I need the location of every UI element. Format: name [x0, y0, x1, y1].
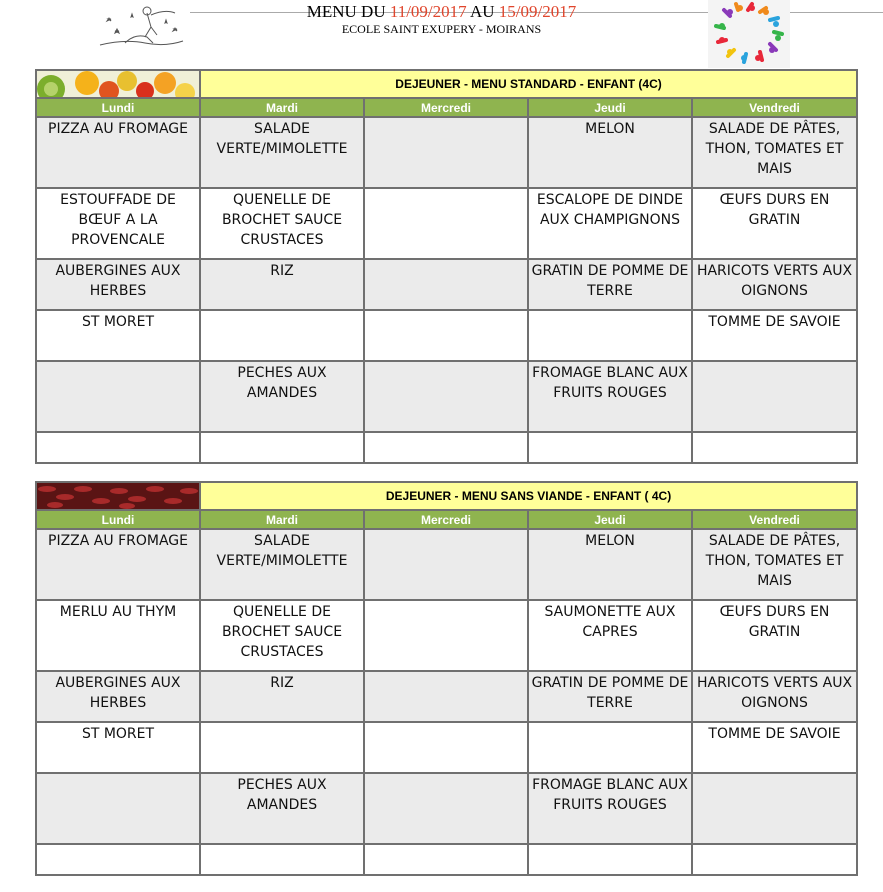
day-tuesday: Mardi	[200, 510, 364, 529]
day-wednesday: Mercredi	[364, 510, 528, 529]
menu-cell	[364, 361, 528, 432]
menu-cell: HARICOTS VERTS AUX OIGNONS	[692, 259, 857, 310]
day-monday: Lundi	[36, 98, 200, 117]
menu-row	[36, 188, 857, 259]
menu-cell: PIZZA AU FROMAGE	[36, 529, 200, 600]
menu-cell: FROMAGE BLANC AUX FRUITS ROUGES	[528, 773, 692, 844]
date-start: 11/09/2017	[389, 2, 467, 21]
menu-cell: PECHES AUX AMANDES	[200, 773, 364, 844]
menu-cell	[364, 310, 528, 361]
menu-cell: MERLU AU THYM	[36, 600, 200, 671]
menu-cell: ŒUFS DURS EN GRATIN	[692, 188, 857, 259]
menu-row	[36, 773, 857, 844]
menu-cell: TOMME DE SAVOIE	[692, 722, 857, 773]
menu-cell	[528, 722, 692, 773]
day-header-row	[36, 98, 857, 117]
menu-row	[36, 671, 857, 722]
menu-cell: MELON	[528, 117, 692, 188]
day-wednesday: Mercredi	[364, 98, 528, 117]
menu-cell: SALADE VERTE/MIMOLETTE	[200, 117, 364, 188]
menu-cell: SALADE VERTE/MIMOLETTE	[200, 529, 364, 600]
menu-cell	[364, 188, 528, 259]
menu-cell: QUENELLE DE BROCHET SAUCE CRUSTACES	[200, 600, 364, 671]
fruit-salad-image	[36, 70, 200, 98]
menu-cell: GRATIN DE POMME DE TERRE	[528, 671, 692, 722]
menu-cell	[528, 310, 692, 361]
menu-cell	[36, 361, 200, 432]
menu-cell	[364, 432, 528, 463]
day-friday: Vendredi	[692, 98, 857, 117]
page-title: MENU DU 11/09/2017 AU 15/09/2017	[306, 2, 577, 21]
menu-cell: SALADE DE PÂTES, THON, TOMATES ET MAIS	[692, 529, 857, 600]
menu-cell: ST MORET	[36, 310, 200, 361]
menu-title: DEJEUNER - MENU STANDARD - ENFANT (4C)	[200, 70, 857, 98]
menu-cell: AUBERGINES AUX HERBES	[36, 259, 200, 310]
day-thursday: Jeudi	[528, 98, 692, 117]
school-logo	[708, 0, 790, 68]
menu-cell	[36, 844, 200, 875]
menu-cell	[364, 722, 528, 773]
menu-cell: SALADE DE PÂTES, THON, TOMATES ET MAIS	[692, 117, 857, 188]
menu-cell	[528, 844, 692, 875]
day-monday: Lundi	[36, 510, 200, 529]
menu-row	[36, 432, 857, 463]
menu-cell	[364, 117, 528, 188]
menu-cell: ST MORET	[36, 722, 200, 773]
menu-cell	[364, 600, 528, 671]
menu-row	[36, 259, 857, 310]
menu-row	[36, 361, 857, 432]
menu-cell: PIZZA AU FROMAGE	[36, 117, 200, 188]
menu-cell	[528, 432, 692, 463]
menu-cell: SAUMONETTE AUX CAPRES	[528, 600, 692, 671]
menu-standard	[35, 69, 856, 464]
menu-row	[36, 600, 857, 671]
school-name: ECOLE SAINT EXUPERY - MOIRANS	[341, 22, 542, 36]
red-beans-image	[36, 482, 200, 510]
menu-cell	[364, 529, 528, 600]
menu-cell: ESTOUFFADE DE BŒUF A LA PROVENCALE	[36, 188, 200, 259]
day-tuesday: Mardi	[200, 98, 364, 117]
little-prince-logo	[95, 3, 187, 59]
menu-row	[36, 844, 857, 875]
menu-cell	[200, 844, 364, 875]
menu-row	[36, 117, 857, 188]
menu-cell: ŒUFS DURS EN GRATIN	[692, 600, 857, 671]
day-friday: Vendredi	[692, 510, 857, 529]
menu-cell	[692, 361, 857, 432]
menu-cell	[36, 773, 200, 844]
menu-sans-viande	[35, 481, 856, 876]
day-thursday: Jeudi	[528, 510, 692, 529]
menu-row	[36, 310, 857, 361]
menu-row	[36, 529, 857, 600]
menu-cell	[364, 773, 528, 844]
menu-cell: GRATIN DE POMME DE TERRE	[528, 259, 692, 310]
day-header-row	[36, 510, 857, 529]
menu-cell: AUBERGINES AUX HERBES	[36, 671, 200, 722]
menu-cell: TOMME DE SAVOIE	[692, 310, 857, 361]
menu-cell: ESCALOPE DE DINDE AUX CHAMPIGNONS	[528, 188, 692, 259]
menu-cell: MELON	[528, 529, 692, 600]
menu-cell	[364, 844, 528, 875]
menu-cell: RIZ	[200, 259, 364, 310]
menu-cell	[692, 432, 857, 463]
menu-cell	[692, 844, 857, 875]
menu-cell	[364, 259, 528, 310]
menu-cell	[364, 671, 528, 722]
menu-cell	[36, 432, 200, 463]
menu-cell	[692, 773, 857, 844]
menu-cell	[200, 310, 364, 361]
menu-cell: FROMAGE BLANC AUX FRUITS ROUGES	[528, 361, 692, 432]
menu-cell: RIZ	[200, 671, 364, 722]
menu-cell: QUENELLE DE BROCHET SAUCE CRUSTACES	[200, 188, 364, 259]
menu-cell: PECHES AUX AMANDES	[200, 361, 364, 432]
menu-title: DEJEUNER - MENU SANS VIANDE - ENFANT ( 4C)	[200, 482, 857, 510]
menu-cell	[200, 432, 364, 463]
menu-cell: HARICOTS VERTS AUX OIGNONS	[692, 671, 857, 722]
menu-cell	[200, 722, 364, 773]
menu-row	[36, 722, 857, 773]
date-end: 15/09/2017	[498, 2, 577, 21]
